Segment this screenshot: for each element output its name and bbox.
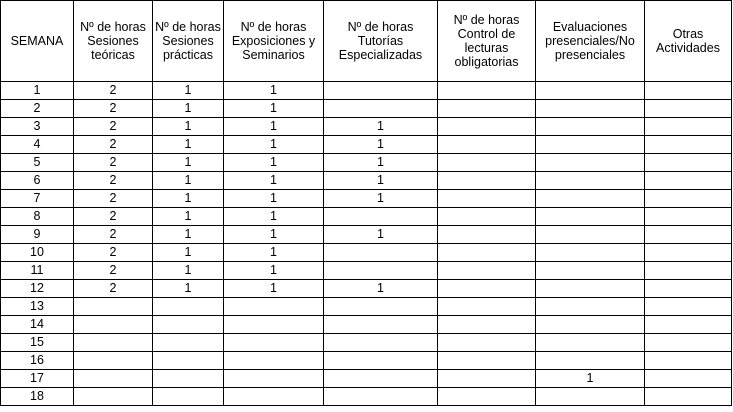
exposiciones-cell: 1	[224, 280, 324, 298]
evaluaciones-cell	[536, 352, 645, 370]
tutorias-cell	[324, 316, 438, 334]
lecturas-cell	[438, 118, 536, 136]
semana-cell: 1	[1, 82, 74, 100]
evaluaciones-cell: 1	[536, 370, 645, 388]
lecturas-cell	[438, 280, 536, 298]
tutorias-cell: 1	[324, 190, 438, 208]
teoricas-cell: 2	[74, 226, 153, 244]
otras-cell	[645, 154, 732, 172]
table-row	[1, 100, 732, 118]
teoricas-cell: 2	[74, 190, 153, 208]
exposiciones-cell: 1	[224, 208, 324, 226]
header-row	[1, 1, 732, 82]
tutorias-cell: 1	[324, 172, 438, 190]
semana-cell: 7	[1, 190, 74, 208]
semana-cell: 16	[1, 352, 74, 370]
evaluaciones-cell	[536, 208, 645, 226]
otras-cell	[645, 82, 732, 100]
table-row	[1, 352, 732, 370]
exposiciones-cell: 1	[224, 82, 324, 100]
teoricas-cell	[74, 352, 153, 370]
evaluaciones-cell	[536, 280, 645, 298]
otras-cell	[645, 388, 732, 406]
semana-cell: 12	[1, 280, 74, 298]
table-row	[1, 136, 732, 154]
evaluaciones-cell	[536, 298, 645, 316]
practicas-cell: 1	[153, 82, 224, 100]
table-row	[1, 370, 732, 388]
practicas-cell	[153, 352, 224, 370]
semana-cell: 18	[1, 388, 74, 406]
teoricas-cell: 2	[74, 172, 153, 190]
teoricas-cell	[74, 370, 153, 388]
exposiciones-cell	[224, 316, 324, 334]
otras-cell	[645, 316, 732, 334]
teoricas-cell: 2	[74, 82, 153, 100]
exposiciones-cell	[224, 298, 324, 316]
practicas-cell	[153, 334, 224, 352]
exposiciones-cell	[224, 388, 324, 406]
exposiciones-cell: 1	[224, 154, 324, 172]
practicas-cell	[153, 370, 224, 388]
semana-cell: 5	[1, 154, 74, 172]
evaluaciones-cell	[536, 190, 645, 208]
practicas-cell: 1	[153, 262, 224, 280]
otras-cell	[645, 136, 732, 154]
tutorias-cell	[324, 244, 438, 262]
otras-cell	[645, 370, 732, 388]
tutorias-cell: 1	[324, 154, 438, 172]
teoricas-cell: 2	[74, 244, 153, 262]
teoricas-cell	[74, 334, 153, 352]
table-row	[1, 262, 732, 280]
practicas-cell: 1	[153, 154, 224, 172]
header-evaluaciones: Evaluaciones presenciales/No presenciales	[536, 1, 645, 82]
teoricas-cell: 2	[74, 262, 153, 280]
table-row	[1, 82, 732, 100]
otras-cell	[645, 244, 732, 262]
lecturas-cell	[438, 154, 536, 172]
header-sesiones-practicas: Nº de horas Sesiones prácticas	[153, 1, 224, 82]
practicas-cell: 1	[153, 190, 224, 208]
practicas-cell: 1	[153, 172, 224, 190]
header-tutorias-especializadas: Nº de horas Tutorías Especializadas	[324, 1, 438, 82]
semana-cell: 14	[1, 316, 74, 334]
practicas-cell	[153, 388, 224, 406]
otras-cell	[645, 352, 732, 370]
practicas-cell: 1	[153, 226, 224, 244]
evaluaciones-cell	[536, 244, 645, 262]
header-control-lecturas: Nº de horas Control de lecturas obligatorias	[438, 1, 536, 82]
lecturas-cell	[438, 226, 536, 244]
tutorias-cell	[324, 352, 438, 370]
lecturas-cell	[438, 82, 536, 100]
teoricas-cell: 2	[74, 154, 153, 172]
teoricas-cell: 2	[74, 208, 153, 226]
practicas-cell	[153, 298, 224, 316]
semana-cell: 9	[1, 226, 74, 244]
practicas-cell: 1	[153, 136, 224, 154]
table-row	[1, 190, 732, 208]
table-row	[1, 280, 732, 298]
lecturas-cell	[438, 172, 536, 190]
lecturas-cell	[438, 352, 536, 370]
lecturas-cell	[438, 370, 536, 388]
lecturas-cell	[438, 100, 536, 118]
otras-cell	[645, 118, 732, 136]
table-row	[1, 316, 732, 334]
table-row	[1, 208, 732, 226]
otras-cell	[645, 190, 732, 208]
semana-cell: 17	[1, 370, 74, 388]
lecturas-cell	[438, 244, 536, 262]
table-row	[1, 118, 732, 136]
practicas-cell: 1	[153, 244, 224, 262]
exposiciones-cell: 1	[224, 244, 324, 262]
teoricas-cell: 2	[74, 118, 153, 136]
evaluaciones-cell	[536, 316, 645, 334]
exposiciones-cell: 1	[224, 136, 324, 154]
semana-cell: 15	[1, 334, 74, 352]
exposiciones-cell: 1	[224, 172, 324, 190]
tutorias-cell	[324, 388, 438, 406]
otras-cell	[645, 226, 732, 244]
tutorias-cell	[324, 82, 438, 100]
table-row	[1, 244, 732, 262]
tutorias-cell	[324, 334, 438, 352]
semana-cell: 10	[1, 244, 74, 262]
exposiciones-cell	[224, 334, 324, 352]
teoricas-cell	[74, 316, 153, 334]
lecturas-cell	[438, 136, 536, 154]
lecturas-cell	[438, 334, 536, 352]
semana-cell: 3	[1, 118, 74, 136]
lecturas-cell	[438, 208, 536, 226]
exposiciones-cell: 1	[224, 100, 324, 118]
otras-cell	[645, 280, 732, 298]
lecturas-cell	[438, 298, 536, 316]
practicas-cell: 1	[153, 208, 224, 226]
practicas-cell	[153, 316, 224, 334]
evaluaciones-cell	[536, 334, 645, 352]
lecturas-cell	[438, 262, 536, 280]
exposiciones-cell: 1	[224, 190, 324, 208]
table-row	[1, 226, 732, 244]
otras-cell	[645, 298, 732, 316]
table-row	[1, 298, 732, 316]
evaluaciones-cell	[536, 136, 645, 154]
teoricas-cell: 2	[74, 100, 153, 118]
exposiciones-cell: 1	[224, 226, 324, 244]
otras-cell	[645, 100, 732, 118]
header-semana: SEMANA	[1, 1, 74, 82]
table-row	[1, 172, 732, 190]
table-row	[1, 334, 732, 352]
tutorias-cell: 1	[324, 280, 438, 298]
evaluaciones-cell	[536, 388, 645, 406]
semana-cell: 11	[1, 262, 74, 280]
semana-cell: 13	[1, 298, 74, 316]
header-sesiones-teoricas: Nº de horas Sesiones teóricas	[74, 1, 153, 82]
practicas-cell: 1	[153, 280, 224, 298]
lecturas-cell	[438, 316, 536, 334]
tutorias-cell: 1	[324, 226, 438, 244]
tutorias-cell	[324, 208, 438, 226]
tutorias-cell: 1	[324, 136, 438, 154]
teoricas-cell	[74, 298, 153, 316]
exposiciones-cell: 1	[224, 118, 324, 136]
otras-cell	[645, 172, 732, 190]
semana-cell: 2	[1, 100, 74, 118]
tutorias-cell: 1	[324, 118, 438, 136]
evaluaciones-cell	[536, 118, 645, 136]
teoricas-cell	[74, 388, 153, 406]
otras-cell	[645, 262, 732, 280]
table-row	[1, 388, 732, 406]
exposiciones-cell	[224, 370, 324, 388]
tutorias-cell	[324, 262, 438, 280]
tutorias-cell	[324, 298, 438, 316]
tutorias-cell	[324, 370, 438, 388]
evaluaciones-cell	[536, 154, 645, 172]
semana-cell: 8	[1, 208, 74, 226]
tutorias-cell	[324, 100, 438, 118]
teoricas-cell: 2	[74, 136, 153, 154]
evaluaciones-cell	[536, 82, 645, 100]
semana-cell: 4	[1, 136, 74, 154]
practicas-cell: 1	[153, 100, 224, 118]
header-otras-actividades: Otras Actividades	[645, 1, 732, 82]
teoricas-cell: 2	[74, 280, 153, 298]
lecturas-cell	[438, 388, 536, 406]
exposiciones-cell: 1	[224, 262, 324, 280]
semana-cell: 6	[1, 172, 74, 190]
header-exposiciones-seminarios: Nº de horas Exposiciones y Seminarios	[224, 1, 324, 82]
lecturas-cell	[438, 190, 536, 208]
table-row	[1, 154, 732, 172]
evaluaciones-cell	[536, 262, 645, 280]
evaluaciones-cell	[536, 100, 645, 118]
otras-cell	[645, 208, 732, 226]
practicas-cell: 1	[153, 118, 224, 136]
otras-cell	[645, 334, 732, 352]
evaluaciones-cell	[536, 226, 645, 244]
evaluaciones-cell	[536, 172, 645, 190]
exposiciones-cell	[224, 352, 324, 370]
